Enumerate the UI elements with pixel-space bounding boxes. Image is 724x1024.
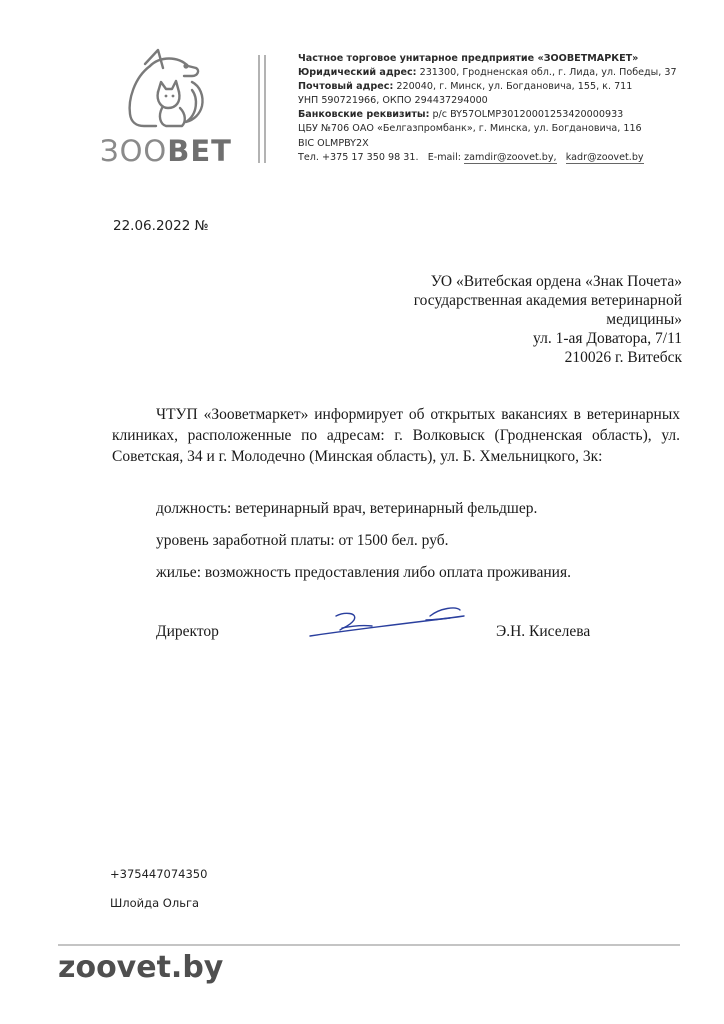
vacancy-announcement-paragraph: ЧТУП «Зооветмаркет» информирует об открытых вакансиях в ветеринарных клиниках, расположенные по адресам: г. Волковыск (Гродненская область), ул. Советская, 34 и г. Молодечно (Минская область), ул. Б. Хмельницкого, 3к: [112, 406, 680, 465]
email-label: E-mail: [427, 151, 461, 163]
email-link-zamdir[interactable]: zamdir@zoovet.by, [464, 151, 557, 163]
footer-divider [58, 944, 680, 946]
housing-line: жилье: возможность предоставления либо оплата проживания. [156, 564, 571, 581]
postal-address-label: Почтовый адрес: [298, 81, 394, 93]
contact-phone: +375447074350 [110, 867, 208, 881]
bank-branch: ЦБУ №706 ОАО «Белгазпромбанк», г. Минска, ул. Богдановича, 116 [298, 123, 642, 135]
letter-date: 22.06.2022 № [113, 218, 209, 234]
letterhead-divider [264, 55, 266, 163]
letterhead-divider [258, 55, 260, 163]
addressee-line: медицины» [606, 311, 682, 328]
legal-address: 231300, Гродненская обл., г. Лида, ул. Победы, 37 [419, 67, 677, 79]
company-name: Частное торговое унитарное предприятие «ЗООВЕТМАРКЕТ» [298, 53, 639, 64]
postal-address: 220040, г. Минск, ул. Богдановича, 155, к. 711 [396, 81, 633, 93]
addressee-block [414, 272, 682, 367]
position-line: должность: ветеринарный врач, ветеринарный фельдшер. [156, 500, 538, 517]
bank-account: р/с BY57OLMP30120001253420000933 [432, 109, 624, 121]
unp-okpo: УНП 590721966, ОКПО 294437294000 [298, 95, 488, 107]
handwritten-signature [300, 598, 480, 644]
contact-person: Шлойда Ольга [110, 896, 200, 910]
addressee-line: государственная академия ветеринарной [413, 292, 682, 309]
zoovet-logo-wordmark: ЗООВЕТ [100, 134, 232, 168]
bank-label: Банковские реквизиты: [298, 109, 430, 121]
email-link-kadr[interactable]: kadr@zoovet.by [565, 151, 644, 163]
addressee-line: УО «Витебская ордена «Знак Почета» [430, 273, 682, 290]
addressee-line: ул. 1-ая Доватора, 7/11 [533, 330, 682, 347]
company-phone: Тел. +375 17 350 98 31. [298, 151, 419, 163]
signatory-name: Э.Н. Киселева [496, 623, 591, 640]
signatory-title: Директор [156, 623, 219, 640]
bic: BIC OLMPBY2X [298, 137, 369, 149]
company-details [298, 52, 708, 165]
legal-address-label: Юридический адрес: [298, 67, 417, 79]
addressee-line: 210026 г. Витебск [564, 349, 682, 366]
footer-website: zoovet.by [58, 950, 224, 985]
salary-line: уровень заработной платы: от 1500 бел. руб. [156, 532, 449, 549]
